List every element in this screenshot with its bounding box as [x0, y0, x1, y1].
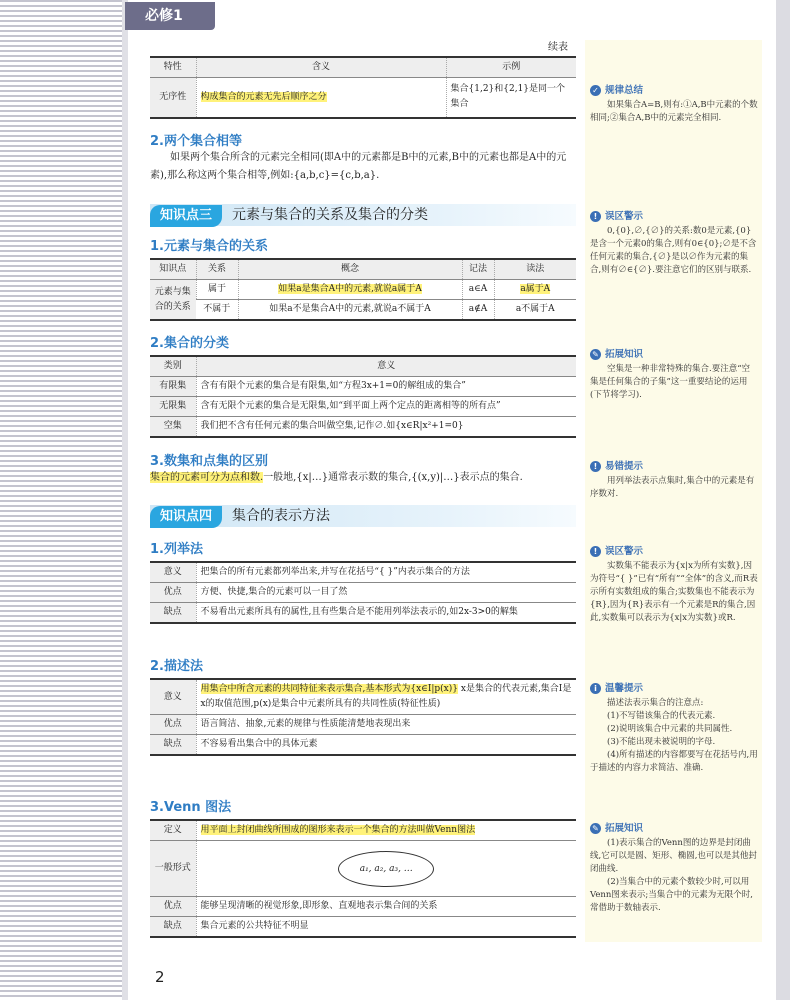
table-header: 概念	[238, 259, 462, 280]
table-cell: 不易看出元素所具有的属性,且有些集合是不能用列举法表示的,如2x-3>0的解集	[196, 603, 576, 624]
side-note-heading: 规律总结	[605, 85, 644, 96]
alert-icon: !	[590, 461, 601, 472]
table-cell: 方便、快捷,集合的元素可以一目了然	[196, 583, 576, 603]
section-title: 3.Venn 图法	[150, 800, 232, 815]
side-note-text: 用列举法表示点集时,集合中的元素是有序数对.	[590, 476, 755, 499]
row-label: 优点	[150, 897, 196, 917]
side-note-heading: 误区警示	[605, 546, 644, 557]
side-note-item: (2)当集合中的元素个数较少时,可以用Venn图来表示;当集合中的元素为无限个时,常借助于数轴表示.	[590, 877, 753, 913]
table-header: 读法	[494, 259, 576, 280]
side-note-heading: 误区警示	[605, 211, 644, 222]
side-note	[590, 84, 758, 125]
table-cell: 含有有限个元素的集合是有限集,如“方程3x+1=0的解组成的集合”	[196, 377, 576, 397]
side-note-item: (1)不写错该集合的代表元素.	[607, 711, 716, 721]
row-label: 无限集	[150, 397, 196, 417]
table-header: 记法	[462, 259, 494, 280]
table-cell: 集合{1,2}和{2,1}是同一个集合	[446, 78, 576, 118]
side-note-item: (4)所有描述的内容都要写在花括号内,用于描述的内容力求简洁、准确.	[590, 750, 758, 773]
section-title: 2.两个集合相等	[150, 134, 242, 149]
table-header: 关系	[196, 259, 238, 280]
table-cell: 能够呈现清晰的视觉形象,即形象、直观地表示集合间的关系	[196, 897, 576, 917]
relation-table	[150, 258, 576, 321]
table-header: 知识点	[150, 259, 196, 280]
paragraph: 如果两个集合所含的元素完全相同(即A中的元素都是B中的元素,B中的元素也都是A中的元素),那么称这两个集合相等,例如:{a,b,c}={c,b,a}.	[150, 152, 567, 181]
side-note	[590, 460, 758, 501]
side-note-text: 描述法表示集合的注意点:	[607, 698, 704, 708]
side-note-text: 如果集合A=B,则有:①A,B中元素的个数相同;②集合A,B中的元素完全相同.	[590, 100, 758, 123]
table-cell: 我们把不含有任何元素的集合叫做空集,记作∅.如{x∈R|x²+1=0}	[196, 417, 576, 438]
section-title: 1.元素与集合的关系	[150, 239, 268, 254]
side-note	[590, 682, 758, 775]
enumeration-table	[150, 561, 576, 624]
table-cell: a∈A	[462, 280, 494, 300]
check-icon: ✓	[590, 85, 601, 96]
tip-icon: i	[590, 683, 601, 694]
side-note-text: 空集是一种非常特殊的集合.要注意“空集是任何集合的子集”这一重要结论的运用(下节将学习).	[590, 364, 751, 400]
table-cell: 把集合的所有元素都列举出来,并写在花括号“{ }”内表示集合的方法	[196, 562, 576, 583]
description-table	[150, 678, 576, 756]
highlight-text: 用集合中所含元素的共同特征来表示集合,基本形式为{x∈I|p(x)}	[200, 684, 458, 694]
row-label: 缺点	[150, 917, 196, 938]
page-number: 2	[155, 968, 165, 986]
table-header: 特性	[150, 57, 196, 78]
highlight-text: 集合的元素可分为点和数.	[150, 472, 264, 483]
side-note-item: (2)说明该集合中元素的共同属性.	[607, 724, 733, 734]
table-cell: a不属于A	[494, 300, 576, 321]
knowledge-point-bar	[150, 505, 576, 527]
side-note-heading: 温馨提示	[605, 683, 644, 694]
table-cell	[196, 820, 576, 841]
binding-edge	[122, 0, 128, 1000]
knowledge-point-bar	[150, 204, 576, 226]
side-note-title	[590, 682, 758, 695]
side-note-heading: 易错提示	[605, 461, 644, 472]
knowledge-point-title: 元素与集合的关系及集合的分类	[232, 207, 429, 223]
row-label: 优点	[150, 715, 196, 735]
highlight-text: 构成集合的元素无先后顺序之分	[200, 91, 327, 102]
table-cell-text: x是集合的代表元素,集合I是x的取值范围,p(x)是集合中元素所具有的共同性质(特征性质)	[200, 684, 572, 709]
row-label: 意义	[150, 562, 196, 583]
table-cell: 不容易看出集合中的具体元素	[196, 735, 576, 756]
venn-ellipse: a₁, a₂, a₃, …	[338, 851, 434, 887]
side-note	[590, 545, 758, 625]
side-note-title	[590, 460, 758, 473]
side-note-text: 0,{0},∅,{∅}的关系:数0是元素,{0}是含一个元素0的集合,则有0∈{0};∅是不含任何元素的集合,{∅}是以∅作为元素的集合,则有∅∈{∅}.要注意它们的区别与联系.	[590, 226, 757, 275]
table-cell: 集合元素的公共特征不明显	[196, 917, 576, 938]
classification-table	[150, 355, 576, 438]
side-note-item: (3)不能出现未被说明的字母.	[607, 737, 716, 747]
pen-icon: ✎	[590, 823, 601, 834]
table-cell: 含有无限个元素的集合是无限集,如“到平面上两个定点的距离相等的所有点”	[196, 397, 576, 417]
table-header: 类别	[150, 356, 196, 377]
row-label: 意义	[150, 679, 196, 715]
side-note	[590, 822, 758, 915]
chapter-tab: 必修1	[125, 2, 215, 30]
continued-label: 续表	[548, 42, 568, 53]
warning-icon: !	[590, 211, 601, 222]
table-cell	[196, 78, 446, 118]
side-note-text: 实数集不能表示为{x|x为所有实数},因为符号“{ }”已有“所有”“全体”的含义,而R表示所有实数组成的集合;实数集也不能表示为{R},因为{R}表示有一个元素是R的集合,因此,实数集可以表示为{x|x为实数}或R.	[590, 561, 758, 623]
row-label: 定义	[150, 820, 196, 841]
row-label: 优点	[150, 583, 196, 603]
side-note-item: (1)表示集合的Venn图的边界是封闭曲线,它可以是圆、矩形、椭圆,也可以是其他封闭曲线.	[590, 838, 757, 874]
row-label: 元素与集合的关系	[150, 280, 196, 321]
table-cell: 属于	[196, 280, 238, 300]
highlight-text: 用平面上封闭曲线所围成的图形来表示一个集合的方法叫做Venn图法	[200, 825, 476, 835]
table-cell: 语言简洁、抽象,元素的规律与性质能清楚地表现出来	[196, 715, 576, 735]
row-label: 缺点	[150, 735, 196, 756]
venn-table	[150, 819, 576, 938]
side-note-title	[590, 84, 758, 97]
properties-table	[150, 56, 576, 119]
right-margin-strip	[776, 0, 790, 1000]
binding-stripes	[0, 0, 122, 1000]
highlight-text: a属于A	[520, 284, 551, 294]
table-header: 含义	[196, 57, 446, 78]
row-label: 缺点	[150, 603, 196, 624]
row-label: 有限集	[150, 377, 196, 397]
paragraph	[150, 469, 576, 487]
warning-icon: !	[590, 546, 601, 557]
section-title: 2.描述法	[150, 659, 203, 674]
side-note	[590, 348, 758, 402]
side-note-heading: 拓展知识	[605, 349, 644, 360]
table-cell: 不属于	[196, 300, 238, 321]
side-note	[590, 210, 758, 277]
section-title: 3.数集和点集的区别	[150, 454, 268, 469]
knowledge-point-tag: 知识点三	[150, 205, 222, 227]
table-cell: 如果a不是集合A中的元素,就说a不属于A	[238, 300, 462, 321]
side-note-title	[590, 348, 758, 361]
table-cell	[196, 841, 576, 897]
row-label: 空集	[150, 417, 196, 438]
pen-icon: ✎	[590, 349, 601, 360]
section-title: 2.集合的分类	[150, 336, 229, 351]
paragraph-text: 一般地,{x|…}通常表示数的集合,{(x,y)|…}表示点的集合.	[263, 472, 523, 483]
knowledge-point-tag: 知识点四	[150, 506, 222, 528]
section-title: 1.列举法	[150, 542, 203, 557]
table-header: 示例	[446, 57, 576, 78]
table-cell	[196, 679, 576, 715]
row-label: 无序性	[150, 78, 196, 118]
row-label: 一般形式	[150, 841, 196, 897]
knowledge-point-title: 集合的表示方法	[232, 508, 331, 524]
highlight-text: 如果a是集合A中的元素,就说a属于A	[278, 284, 422, 294]
table-cell: a∉A	[462, 300, 494, 321]
side-note-heading: 拓展知识	[605, 823, 644, 834]
table-header: 意义	[196, 356, 576, 377]
side-note-title	[590, 822, 758, 835]
side-note-title	[590, 545, 758, 558]
side-note-title	[590, 210, 758, 223]
